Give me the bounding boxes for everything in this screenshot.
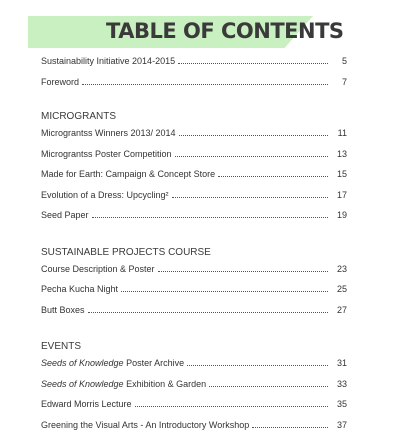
dot-leader	[92, 217, 328, 218]
entry-page-number: 23	[336, 263, 347, 274]
dot-leader	[121, 291, 328, 292]
entry-page-number: 13	[336, 148, 347, 159]
entry-page-number: 27	[336, 304, 347, 315]
toc-entry[interactable]	[41, 304, 347, 316]
toc-entry[interactable]	[41, 283, 347, 295]
dot-leader	[88, 312, 328, 313]
section-heading-events: EVENTS	[41, 341, 82, 352]
entry-title-italic: Seeds of Knowledge	[41, 358, 124, 368]
entry-title: Pecha Kucha Night	[41, 284, 119, 294]
entry-title: Seed Paper	[41, 210, 89, 220]
section-heading-sustainable-projects: SUSTAINABLE PROJECTS COURSE	[41, 246, 211, 258]
toc-entry[interactable]	[41, 419, 347, 431]
entry-page-number: 11	[337, 128, 347, 138]
entry-page-number: 19	[336, 210, 347, 220]
toc-entry[interactable]	[41, 398, 347, 410]
entry-title: Micrograntss Poster Competition	[41, 148, 172, 159]
toc-entry[interactable]	[41, 189, 347, 201]
dot-leader	[175, 156, 328, 157]
dot-leader	[187, 365, 328, 366]
dot-leader	[218, 176, 328, 177]
entry-page-number: 17	[336, 189, 347, 200]
entry-page-number: 37	[336, 419, 347, 430]
entry-page-number: 7	[341, 76, 347, 87]
entry-title-italic: Seeds of Knowledge	[41, 378, 124, 389]
entry-title-rest: Exhibition & Garden	[123, 378, 207, 389]
table-of-contents	[41, 55, 347, 439]
toc-entry[interactable]	[41, 148, 347, 160]
toc-entry[interactable]	[41, 357, 347, 369]
entry-title: Evolution of a Dress: Upcycling²	[41, 189, 169, 200]
entry-title: Foreword	[41, 76, 80, 87]
page-title: TABLE OF CONTENTS	[106, 19, 344, 43]
entry-page-number: 33	[336, 378, 347, 389]
entry-page-number: 15	[336, 169, 347, 179]
entry-title: Edward Morris Lecture	[41, 399, 132, 409]
toc-entry[interactable]	[41, 55, 347, 67]
section-heading-micrograntss: MICROGRANTS	[41, 111, 116, 122]
entry-page-number: 31	[336, 358, 347, 368]
entry-title: Course Description & Poster	[41, 263, 155, 274]
entry-title-rest: Poster Archive	[123, 358, 185, 368]
entry-title: Sustainability Initiative 2014-2015	[41, 56, 176, 66]
dot-leader	[158, 271, 328, 272]
entry-title: Made for Earth: Campaign & Concept Store	[41, 169, 216, 179]
entry-page-number: 25	[336, 284, 347, 294]
dot-leader	[172, 197, 328, 198]
entry-title: Greening the Visual Arts - An Introductory Workshop	[41, 419, 250, 430]
dot-leader	[179, 135, 328, 136]
entry-title: Micrograntss Winners 2013/ 2014	[41, 128, 176, 138]
entry-title	[41, 357, 184, 369]
dot-leader	[178, 63, 328, 64]
dot-leader	[82, 84, 328, 85]
entry-title	[41, 378, 206, 390]
entry-page-number: 35	[336, 399, 347, 409]
dot-leader	[135, 406, 328, 407]
toc-entry[interactable]	[41, 76, 347, 88]
toc-entry[interactable]	[41, 378, 347, 390]
entry-page-number: 5	[341, 56, 347, 66]
toc-entry[interactable]	[41, 209, 347, 221]
toc-entry[interactable]	[41, 263, 347, 275]
dot-leader	[252, 427, 328, 428]
toc-entry[interactable]	[41, 168, 347, 180]
dot-leader	[209, 386, 328, 387]
toc-entry[interactable]	[41, 127, 347, 139]
entry-title: Butt Boxes	[41, 304, 85, 315]
